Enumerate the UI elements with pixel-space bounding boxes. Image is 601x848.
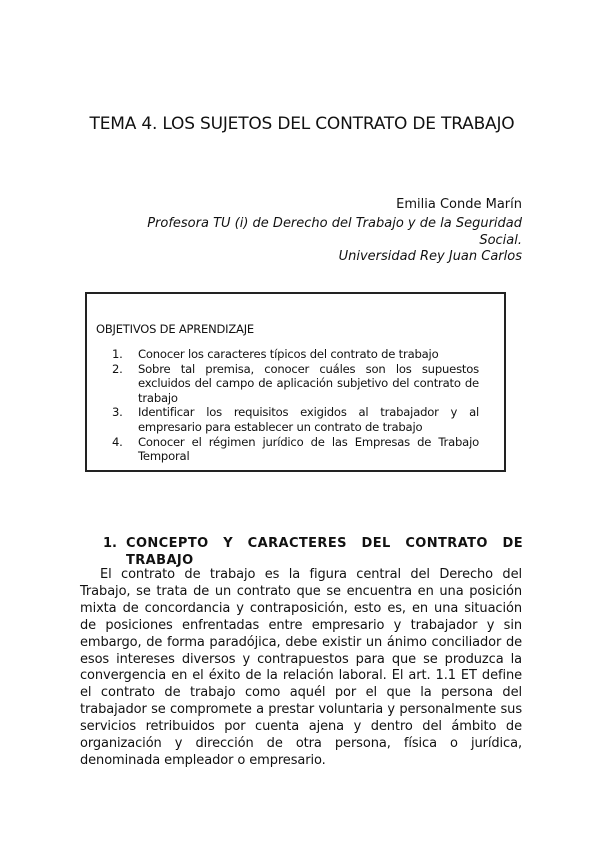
- objective-text: Conocer el régimen jurídico de las Empresas de Trabajo Temporal: [138, 434, 479, 464]
- objective-number: 2.: [112, 361, 123, 376]
- objective-text: Identificar los requisitos exigidos al trabajador y al empresario para establecer un contrato de trabajo: [138, 405, 479, 434]
- section-title: CONCEPTO Y CARACTERES DEL CONTRATO DE TRABAJO: [126, 535, 523, 568]
- affiliation-university: Universidad Rey Juan Carlos: [338, 249, 522, 264]
- objective-item: [112, 405, 479, 434]
- objective-item: [112, 435, 479, 464]
- objective-number: 4.: [112, 434, 123, 449]
- document-title: TEMA 4. LOS SUJETOS DEL CONTRATO DE TRABAJO: [89, 114, 515, 135]
- objective-item: [112, 362, 479, 406]
- section-heading: [103, 535, 523, 569]
- section-number: 1.: [103, 535, 117, 551]
- objectives-heading: OBJETIVOS DE APRENDIZAJE: [96, 322, 254, 336]
- objective-number: 1.: [112, 347, 123, 361]
- author-name: Emilia Conde Marín: [396, 197, 522, 212]
- author-affiliation: [102, 216, 522, 266]
- section-paragraph: El contrato de trabajo es la figura central del Derecho del Trabajo, se trata de un contrato que se encuentra en una posición mixta de concordancia y contraposición, esto es, en una situación de posiciones enfrentadas entre empresario y trabajador y sin embargo, de forma paradójica, debe existir un ánimo conciliador de esos intereses diversos y contrapuestos para que se produzca la convergencia en el éxito de la relación laboral. El art. 1.1 ET define el contrato de trabajo como aquél por el que la persona del trabajador se compromete a prestar voluntaria y personalmente sus servicios retribuidos por cuenta ajena y dentro del ámbito de organización y dirección de otra persona, física o jurídica, denominada empleador o empresario.: [80, 567, 522, 768]
- objective-item: [112, 347, 479, 362]
- objective-number: 3.: [112, 405, 123, 420]
- objective-text: Sobre tal premisa, conocer cuáles son los supuestos excluidos del campo de aplicación subjetivo del contrato de trabajo: [138, 361, 479, 405]
- objectives-list: [112, 347, 479, 464]
- objective-text: Conocer los caracteres típicos del contrato de trabajo: [138, 347, 439, 361]
- affiliation-position: Profesora TU (i) de Derecho del Trabajo y de la Seguridad Social.: [147, 216, 522, 248]
